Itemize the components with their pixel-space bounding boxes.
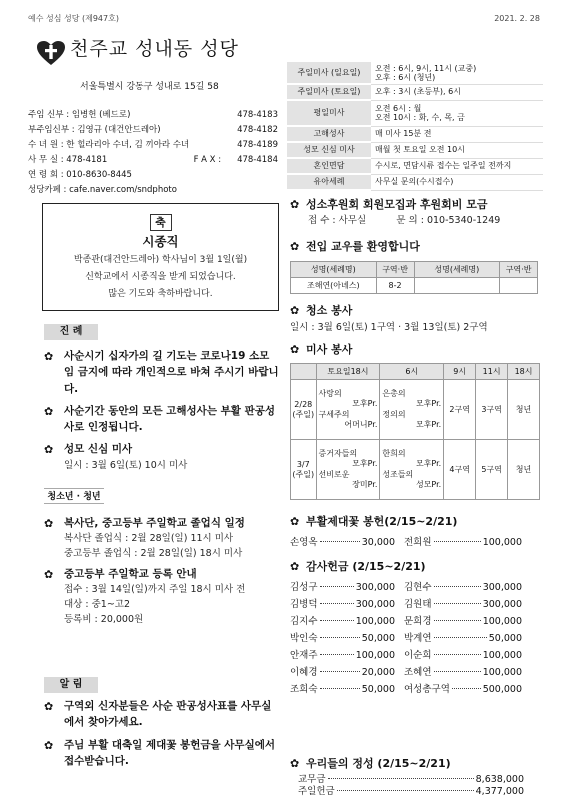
fax-label: F A X :	[193, 155, 222, 166]
heart-cross-logo-icon	[36, 40, 66, 66]
list-sub: 일시 : 3월 6일(토) 10시 미사	[64, 459, 188, 471]
list-sub: 중고등부 졸업식 : 2월 28일(일) 18시 미사	[64, 548, 243, 560]
money-row: 주일헌금 4,377,000	[298, 786, 524, 798]
schedule-value: 오전 6시 : 월 오전 10시 : 화, 수, 목, 금	[371, 100, 543, 126]
table-cell: 은총의 모후Pr. 정의의 모후Pr.	[380, 380, 444, 440]
donor-name: 박계연	[404, 632, 432, 644]
col-header: 9시	[444, 364, 476, 380]
list-item: ✿ 사순시기 십자가의 길 기도는 코로나19 소모임 금지에 따라 개인적으로 바쳐 주시기 바랍니다.	[44, 350, 279, 395]
contact-row	[28, 183, 278, 198]
donor-name: 문희경	[404, 615, 432, 627]
membership-section	[290, 198, 540, 227]
schedule-value: 매월 첫 토요일 오전 10시	[371, 142, 543, 158]
money-row	[290, 579, 522, 596]
donation-amount: 300,000	[482, 598, 522, 610]
donor-name: 박인숙	[290, 632, 318, 644]
donation-amount: 300,000	[355, 598, 395, 610]
table-cell: 3구역	[476, 380, 508, 440]
donation-amount: 300,000	[482, 581, 522, 593]
thanks-list	[290, 579, 522, 698]
col-header: 구역·반	[500, 262, 538, 278]
flower-bullet-icon: ✿	[290, 304, 300, 317]
donor-name: 김현수	[404, 581, 432, 593]
cleaning-line: 일시 : 3월 6일(토) 1구역 · 3월 13일(토) 2구역	[290, 322, 488, 334]
contact-row	[28, 108, 278, 123]
list-item: ✿ 복사단, 중고등부 주일학교 졸업식 일정	[44, 515, 279, 531]
money-cell	[290, 599, 395, 610]
schedule-header: 주일미사 (토요일)	[287, 84, 371, 100]
flower-bullet-icon: ✿	[290, 198, 300, 211]
section-header-jinrye: 진 례	[44, 324, 98, 340]
money-cell	[404, 633, 522, 644]
list-item: ✿ 구역외 신자분들은 사순 판공성사표를 사무실에서 찾아가세요.	[44, 700, 272, 729]
flower-bullet-icon: ✿	[44, 738, 54, 752]
thanks-section	[290, 560, 540, 698]
col-header: 11시	[476, 364, 508, 380]
donation-amount: 50,000	[488, 632, 522, 644]
donation-amount: 300,000	[355, 581, 395, 593]
welcome-section	[290, 240, 540, 294]
offering-list	[298, 774, 524, 798]
contact-phone: 478-4189	[237, 140, 278, 151]
money-cell	[290, 616, 395, 627]
notice-line: 많은 기도와 축하바랍니다.	[108, 288, 213, 299]
bulletin-date: 2021. 2. 28	[494, 14, 540, 23]
money-cell	[404, 667, 522, 678]
contacts-list	[28, 108, 278, 198]
list-item: ✿ 중고등부 주일학교 등록 안내	[44, 566, 279, 582]
contact-phone: 478-4183	[237, 110, 278, 121]
cleaning-section	[290, 304, 540, 334]
list-sub: 등록비 : 20,000원	[64, 614, 144, 626]
table-cell: 3/7 (주일)	[291, 440, 317, 500]
table-cell: 4구역	[444, 440, 476, 500]
list-sub: 대상 : 중1~고2	[64, 599, 130, 611]
jinrye-list	[44, 348, 279, 473]
money-row	[290, 596, 522, 613]
table-cell	[414, 278, 500, 294]
money-cell	[290, 633, 395, 644]
col-header: 18시	[508, 364, 540, 380]
donation-amount: 500,000	[482, 683, 522, 695]
section-header-youth: 청소년 · 청년	[44, 488, 104, 504]
section-title: ✿ 미사 봉사	[290, 343, 353, 356]
list-item: ✿ 사순기간 동안의 모든 고해성사는 부활 판공성사로 인정됩니다.	[44, 404, 275, 434]
flower-bullet-icon: ✿	[44, 700, 54, 713]
donation-amount: 100,000	[355, 649, 395, 661]
col-header: 구역·반	[376, 262, 414, 278]
contact-label: 수 녀 원 : 한 힐라리아 수녀, 김 끼아라 수녀	[28, 140, 190, 151]
col-header: 성명(세례명)	[414, 262, 500, 278]
section-title: ✿ 우리들의 정성 (2/15~2/21)	[290, 757, 451, 770]
section-title: ✿ 전입 교우를 환영합니다	[290, 240, 420, 253]
donation-amount: 100,000	[355, 615, 395, 627]
flower-bullet-icon: ✿	[44, 350, 54, 363]
flower-bullet-icon: ✿	[290, 515, 300, 528]
table-cell: 한희의 모후Pr. 성조들의 성모Pr.	[380, 440, 444, 500]
flower-bullet-icon: ✿	[290, 343, 300, 356]
welcome-table	[290, 261, 538, 294]
table-cell: 2구역	[444, 380, 476, 440]
schedule-value: 매 미사 15분 전	[371, 126, 543, 142]
table-row	[291, 440, 540, 500]
contact-row	[28, 168, 278, 183]
money-cell	[290, 667, 395, 678]
notice-title: 시종직	[142, 234, 179, 249]
money-cell	[290, 650, 395, 661]
contact-label: 연 령 회 : 010-8630-8445	[28, 170, 132, 181]
donor-name: 김원태	[404, 598, 432, 610]
contact-label: 사 무 실 : 478-4181	[28, 155, 108, 166]
schedule-header: 평일미사	[287, 100, 371, 126]
notice-list	[44, 698, 279, 769]
offering-section	[290, 757, 540, 770]
table-cell: 청년	[508, 380, 540, 440]
service-table	[290, 363, 540, 500]
schedule-header: 고해성사	[287, 126, 371, 142]
money-cell	[404, 616, 522, 627]
schedule-header: 유아세례	[287, 174, 371, 190]
celebration-badge: 축	[150, 214, 172, 231]
donor-name: 김병덕	[290, 598, 318, 610]
donor-name: 조혜연	[404, 666, 432, 678]
flower-bullet-icon: ✿	[44, 517, 54, 530]
section-title: ✿ 감사헌금 (2/15~2/21)	[290, 560, 426, 573]
donor-name: 조희숙	[290, 683, 318, 695]
flower-bullet-icon: ✿	[44, 404, 54, 418]
flower-bullet-icon: ✿	[290, 757, 300, 770]
donor-name: 김성구	[290, 581, 318, 593]
money-row: 교무금 8,638,000	[298, 774, 524, 786]
youth-list	[44, 515, 279, 627]
donation-amount: 100,000	[482, 649, 522, 661]
schedule-header: 성모 신심 미사	[287, 142, 371, 158]
col-header: 성명(세례명)	[291, 262, 377, 278]
flower-bullet-icon: ✿	[290, 560, 300, 573]
flower-bullet-icon: ✿	[290, 240, 300, 253]
table-cell: 증거자들의 모후Pr. 선비로운 장미Pr.	[316, 440, 380, 500]
money-row: 손영옥 30,000 전희원 100,000	[290, 536, 522, 548]
parish-address: 서울특별시 강동구 성내로 15길 58	[80, 82, 219, 92]
table-cell: 5구역	[476, 440, 508, 500]
schedule-value: 오후 : 3시 (초등부), 6시	[371, 84, 543, 100]
table-cell	[500, 278, 538, 294]
donation-amount: 100,000	[482, 666, 522, 678]
table-cell: 8-2	[376, 278, 414, 294]
ordination-notice	[42, 203, 279, 311]
money-row	[290, 630, 522, 647]
schedule-value: 오전 : 6시, 9시, 11시 (교중) 오후 : 6시 (청년)	[371, 62, 543, 84]
money-row	[290, 664, 522, 681]
service-section	[290, 343, 540, 500]
donor-name: 김지수	[290, 615, 318, 627]
list-sub: 접수 : 3월 14일(일)까지 주일 18시 미사 전	[64, 583, 246, 595]
donation-amount: 20,000	[361, 666, 395, 678]
bulletin-number: 예수 성심 성당 (제947호)	[28, 14, 119, 23]
section-title: ✿ 부활제대꽃 봉헌(2/15~2/21)	[290, 515, 458, 528]
col-header	[291, 364, 317, 380]
cafe-link[interactable]: 성당카페 : cafe.naver.com/sndphoto	[28, 185, 177, 196]
money-cell	[404, 582, 522, 593]
contact-row	[28, 138, 278, 153]
section-title: ✿ 청소 봉사	[290, 304, 353, 317]
col-header: 6시	[380, 364, 444, 380]
contact-row	[28, 123, 278, 138]
donor-name: 여성총구역	[404, 683, 450, 695]
money-row	[290, 681, 522, 698]
flower-bullet-icon: ✿	[44, 567, 54, 581]
mass-schedule-table	[287, 62, 543, 191]
list-sub: 복사단 졸업식 : 2월 28일(일) 11시 미사	[64, 533, 234, 545]
bulletin-header-line	[28, 14, 540, 24]
money-row	[290, 613, 522, 630]
flowers-list	[290, 534, 522, 551]
col-header: 토요일18시	[316, 364, 380, 380]
contact-row	[28, 153, 278, 168]
donor-name: 안재주	[290, 649, 318, 661]
schedule-header: 혼인면담	[287, 158, 371, 174]
contact-label: 주임 신부 : 임병헌 (베드로)	[28, 110, 131, 121]
table-cell: 사랑의 모후Pr. 구세주의 어머니Pr.	[316, 380, 380, 440]
donor-name: 이순희	[404, 649, 432, 661]
schedule-header: 주일미사 (일요일)	[287, 62, 371, 84]
money-cell	[290, 684, 395, 695]
fax-number: 478-4184	[237, 155, 278, 166]
table-row	[291, 380, 540, 440]
section-header-notice: 알 림	[44, 677, 98, 693]
notice-line: 박종관(대건안드레아) 학사님이 3월 1일(월)	[73, 255, 248, 265]
section-title: ✿ 성소후원회 회원모집과 후원회비 모금	[290, 198, 488, 211]
money-cell	[404, 650, 522, 661]
flowers-section	[290, 515, 540, 551]
table-cell: 조해연(아녜스)	[291, 278, 377, 294]
schedule-value: 사무실 문의(수시접수)	[371, 174, 543, 190]
membership-line: 접 수 : 사무실 문 의 : 010-5340-1249	[308, 215, 501, 227]
parish-name: 천주교 성내동 성당	[70, 38, 239, 60]
money-cell	[404, 599, 522, 610]
notice-line: 신학교에서 시종직을 받게 되었습니다.	[85, 271, 236, 282]
contact-phone: 478-4182	[237, 125, 278, 136]
donation-amount: 50,000	[361, 632, 395, 644]
donation-amount: 100,000	[482, 615, 522, 627]
table-cell: 2/28 (주일)	[291, 380, 317, 440]
flower-bullet-icon: ✿	[44, 443, 54, 457]
donor-name: 이혜경	[290, 666, 318, 678]
list-item: ✿ 주님 부활 대축일 제대꽃 봉헌금을 사무실에서 접수받습니다.	[44, 738, 275, 767]
donation-amount: 50,000	[361, 683, 395, 695]
list-item: ✿ 성모 신심 미사	[44, 441, 279, 457]
money-row	[290, 647, 522, 664]
money-cell	[290, 582, 395, 593]
schedule-value: 수시로, 면담시류 접수는 일주일 전까지	[371, 158, 543, 174]
money-cell	[404, 684, 522, 695]
contact-label: 부주임신부 : 김영규 (대건안드레아)	[28, 125, 161, 136]
table-cell: 청년	[508, 440, 540, 500]
